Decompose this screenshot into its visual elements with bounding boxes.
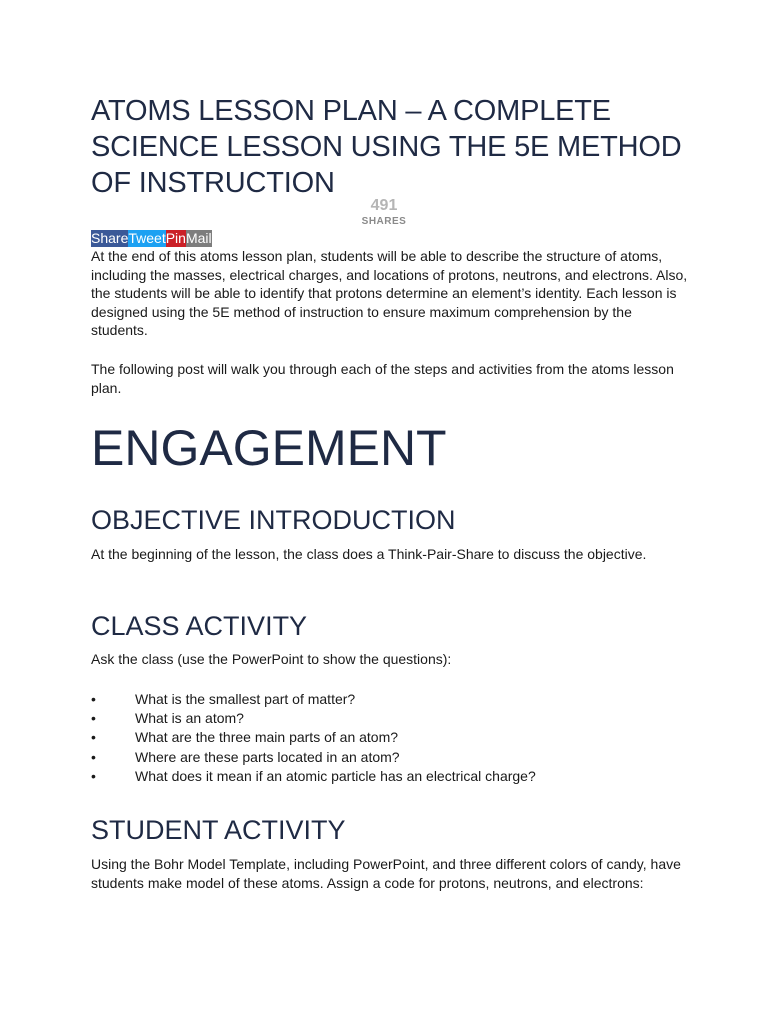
- list-item: [91, 690, 536, 709]
- article-title: ATOMS LESSON PLAN – A COMPLETE SCIENCE LESSON USING THE 5E METHOD OF INSTRUCTION: [91, 95, 682, 199]
- share-button[interactable]: Share: [91, 230, 129, 246]
- question-text: What does it mean if an atomic particle has an electrical charge?: [135, 767, 536, 784]
- tweet-button[interactable]: Tweet: [128, 230, 166, 246]
- intro-paragraph: At the end of this atoms lesson plan, students will be able to describe the structure of atoms, including the masses, electrical charges, and locations of protons, neutrons, and electrons. Also, the students will be able to identify that protons determine an element’s identity. Each lesson is designed using the 5E method of instruction to ensure maximum comprehension by the students.: [91, 248, 688, 338]
- question-text: What are the three main parts of an atom?: [135, 729, 399, 746]
- question-text: What is an atom?: [135, 710, 244, 727]
- question-list: [91, 690, 536, 786]
- student-activity-heading: STUDENT ACTIVITY: [91, 815, 346, 845]
- class-activity-intro: Ask the class (use the PowerPoint to show the questions):: [91, 651, 452, 667]
- bullet-icon: •: [91, 748, 96, 765]
- class-activity-heading: CLASS ACTIVITY: [91, 611, 308, 641]
- list-item: [91, 709, 536, 728]
- pin-button[interactable]: Pin: [165, 230, 186, 246]
- question-text: What is the smallest part of matter?: [135, 691, 356, 707]
- engagement-heading: ENGAGEMENT: [91, 420, 447, 476]
- list-item: [91, 748, 536, 767]
- bullet-icon: •: [91, 710, 96, 727]
- student-activity-text: Using the Bohr Model Template, including PowerPoint, and three different colors of candy, have students make model of these atoms. Assign a code for protons, neutrons, and electrons:: [91, 856, 681, 891]
- share-count-number: 491: [370, 197, 398, 214]
- list-item: [91, 728, 536, 747]
- mail-button[interactable]: Mail: [185, 230, 212, 246]
- bullet-icon: •: [91, 729, 96, 746]
- objective-text: At the beginning of the lesson, the class does a Think-Pair-Share to discuss the objective.: [91, 546, 647, 562]
- share-bar: [91, 230, 212, 247]
- share-count-label: SHARES: [361, 216, 407, 227]
- follow-paragraph: The following post will walk you through each of the steps and activities from the atoms lesson plan.: [91, 361, 674, 396]
- share-counter: [349, 197, 419, 229]
- objective-heading: OBJECTIVE INTRODUCTION: [91, 505, 456, 535]
- bullet-icon: •: [91, 691, 96, 707]
- list-item: [91, 767, 536, 786]
- question-text: Where are these parts located in an atom?: [135, 748, 400, 765]
- bullet-icon: •: [91, 767, 96, 784]
